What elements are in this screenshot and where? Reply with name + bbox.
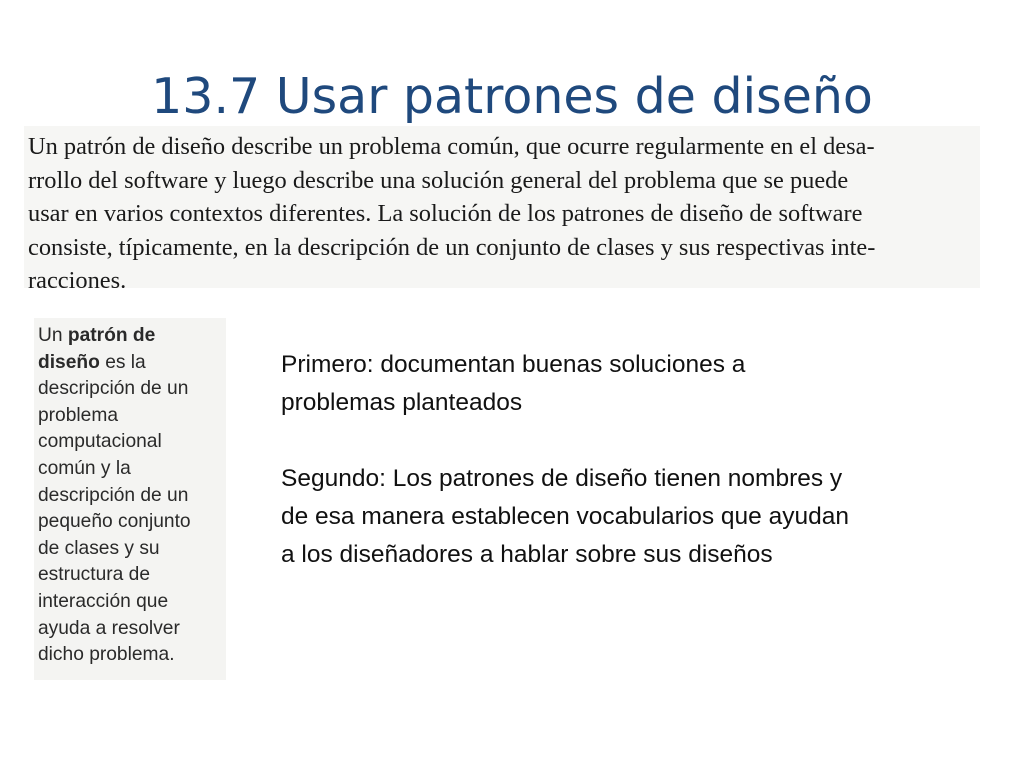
body-paragraph-first — [281, 346, 1001, 422]
side-line: problema — [38, 404, 118, 426]
side-line — [38, 323, 222, 350]
paragraph-spacer — [281, 422, 1001, 460]
body-line: Segundo: Los patrones de diseño tienen nombres y — [281, 465, 843, 492]
side-bold-term: patrón de — [67, 325, 156, 346]
side-word: es la — [105, 351, 146, 373]
scan-line: racciones. — [28, 267, 127, 294]
body-line: problemas planteados — [281, 389, 523, 416]
side-line: interacción que — [38, 590, 169, 612]
body-paragraph-second — [281, 460, 1001, 574]
side-line: ayuda a resolver — [38, 617, 180, 639]
side-line: descripción de un — [38, 378, 189, 400]
side-line: dicho problema. — [38, 644, 175, 666]
slide-body — [281, 346, 1001, 574]
scanned-side-definition — [34, 318, 226, 680]
side-line: pequeño conjunto — [38, 511, 191, 533]
body-line: a los diseñadores a hablar sobre sus diseños — [281, 541, 773, 568]
side-line: de clases y su — [38, 537, 160, 559]
side-line: descripción de un — [38, 484, 189, 506]
side-line: estructura de — [38, 564, 150, 586]
side-word: Un — [38, 325, 63, 346]
body-line: Primero: documentan buenas soluciones a — [281, 351, 746, 378]
side-line: común y la — [38, 457, 131, 479]
scan-line: rrollo del software y luego describe una solución general del problema que se puede — [28, 166, 849, 194]
side-line: computacional — [38, 431, 162, 453]
side-bold-term: diseño — [38, 351, 100, 373]
scan-line: consiste, típicamente, en la descripción de un conjunto de clases y sus respectivas inte- — [28, 233, 876, 261]
side-line — [38, 350, 222, 377]
scan-line: Un patrón de diseño describe un problema común, que ocurre regularmente en el desa- — [28, 133, 875, 160]
scanned-definition-paragraph — [24, 126, 980, 294]
body-line: de esa manera establecen vocabularios que ayudan — [281, 503, 849, 530]
scan-line: usar en varios contextos diferentes. La solución de los patrones de diseño de software — [28, 200, 863, 227]
slide-title: 13.7 Usar patrones de diseño — [151, 68, 873, 125]
